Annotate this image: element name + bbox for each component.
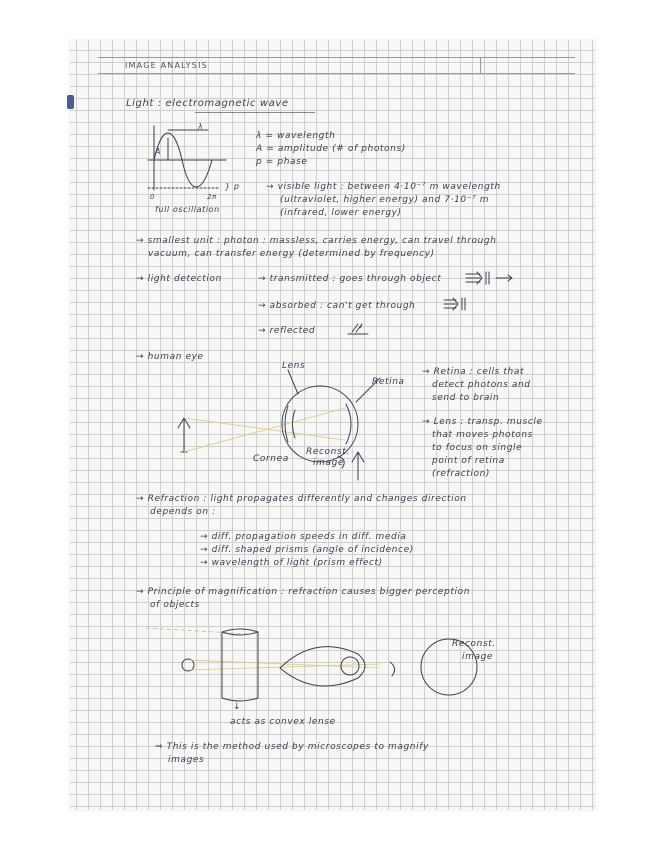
detection-transmitted: → transmitted : goes through object — [258, 274, 442, 284]
header-divider — [480, 57, 481, 73]
refraction-line-1: → Refraction : light propagates differently and changes direction — [136, 494, 467, 504]
visible-line-2: (ultraviolet, higher energy) and 7·10⁻⁷ m — [280, 195, 490, 205]
wave-amplitude-label: A — [155, 147, 162, 156]
detection-label: → light detection — [136, 274, 222, 284]
refraction-item-1: → diff. propagation speeds in diff. media — [200, 532, 407, 542]
eye-reconst-label-1: Reconst. — [306, 447, 350, 457]
photon-line-2: vacuum, can transfer energy (determined by frequency) — [148, 249, 435, 259]
binder-hole — [67, 95, 74, 109]
light-heading: Light : electromagnetic wave — [126, 98, 289, 109]
mag-reconst-label-1: Reconst. — [452, 639, 496, 649]
mag-lens-note: acts as convex lense — [230, 717, 336, 727]
visible-line-3: (infrared, lower energy) — [280, 208, 402, 218]
note-retina-1: → Retina : cells that — [422, 367, 525, 377]
header-top-line — [98, 57, 575, 58]
wave-tick-2pi: 2π — [207, 193, 217, 201]
note-lens-4: point of retina — [432, 456, 505, 466]
mag-arrow-note: ↓ — [233, 702, 242, 712]
eye-lens-label: Lens — [282, 361, 306, 371]
page-title: IMAGE ANALYSIS — [125, 61, 208, 70]
refraction-item-3: → wavelength of light (prism effect) — [200, 558, 383, 568]
transmitted-arrow-sketch — [464, 270, 524, 286]
eye-retina-label: Retina — [372, 377, 405, 387]
note-retina-2: detect photons and — [432, 380, 531, 390]
wave-phase-label: } p — [225, 182, 240, 191]
note-retina-3: send to brain — [432, 393, 500, 403]
magnification-line-1: → Principle of magnification : refraction causes bigger perception — [136, 587, 470, 597]
wave-sub-label: full oscillation — [155, 205, 220, 214]
header-bottom-line — [98, 73, 575, 74]
refraction-item-2: → diff. shaped prisms (angle of incidence) — [200, 545, 414, 555]
photon-line-1: → smallest unit : photon : massless, carries energy, can travel through — [136, 236, 497, 246]
legend-amplitude: A = amplitude (# of photons) — [256, 144, 406, 154]
wave-sketch — [148, 118, 238, 208]
mag-reconst-label-2: image — [462, 652, 494, 662]
legend-phase: p = phase — [256, 157, 308, 167]
eye-label: → human eye — [136, 352, 204, 362]
wave-lambda-label: λ — [198, 122, 204, 131]
detection-absorbed: → absorbed : can't get through — [258, 301, 416, 311]
note-lens-1: → Lens : transp. muscle — [422, 417, 543, 427]
notebook-page — [70, 40, 595, 810]
eye-cornea-label: Cornea — [253, 454, 289, 464]
heading-underline — [195, 112, 315, 113]
detection-reflected: → reflected — [258, 326, 316, 336]
absorbed-arrow-sketch — [442, 296, 472, 312]
refraction-line-2: depends on : — [150, 507, 216, 517]
note-lens-5: (refraction) — [432, 469, 491, 479]
magnification-line-2: of objects — [150, 600, 200, 610]
wave-tick-0: 0 — [150, 193, 156, 201]
legend-wavelength: λ = wavelength — [256, 131, 336, 141]
conclusion-line-2: images — [168, 755, 205, 765]
conclusion-line-1: ⇒ This is the method used by microscopes to magnify — [155, 742, 429, 752]
note-lens-3: to focus on single — [432, 443, 523, 453]
reflected-arrow-sketch — [346, 320, 376, 336]
visible-line-1: → visible light : between 4·10⁻⁷ m wavelength — [266, 182, 501, 192]
eye-reconst-label-2: image — [313, 458, 345, 468]
note-lens-2: that moves photons — [432, 430, 533, 440]
